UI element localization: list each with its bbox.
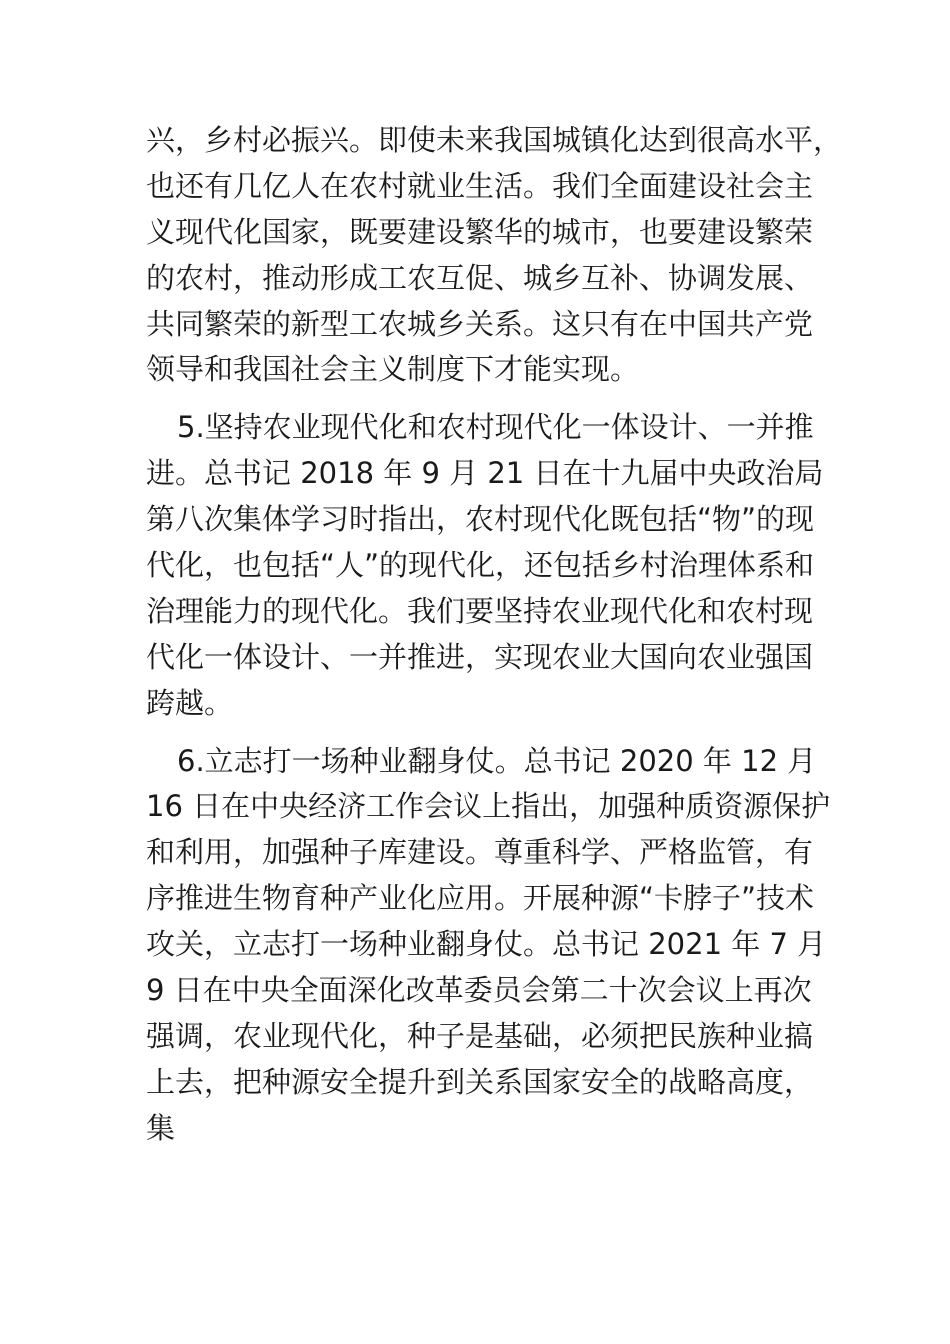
paragraph-3 — [146, 739, 831, 1152]
text-line: 序推进生物育种产业化应用。开展种源“卡脖子”技术 — [146, 881, 815, 916]
text-line: 6.立志打一场种业翻身仗。总书记 2020 年 12 月 — [177, 743, 817, 778]
text-line: 5.坚持农业现代化和农村现代化一体设计、一并推 — [177, 410, 814, 445]
text-line: 兴，乡村必振兴。即使未来我国城镇化达到很高水平， — [146, 123, 843, 157]
paragraph-1 — [146, 118, 843, 393]
text-line: 进。总书记 2018 年 9 月 21 日在十九届中央政治局 — [146, 456, 824, 491]
text-line: 9 日在中央全面深化改革委员会第二十次会议上再次 — [146, 973, 812, 1008]
text-line: 和利用，加强种子库建设。尊重科学、严格监管，有 — [146, 835, 814, 870]
text-line: 治理能力的现代化。我们要坚持农业现代化和农村现 — [146, 593, 814, 628]
text-line: 第八次集体学习时指出，农村现代化既包括“物”的现 — [146, 502, 815, 537]
document-body — [146, 118, 843, 1152]
text-line: 强调，农业现代化，种子是基础，必须把民族种业搞 — [146, 1018, 814, 1053]
text-line: 代化，也包括“人”的现代化，还包括乡村治理体系和 — [146, 548, 815, 583]
text-line: 共同繁荣的新型工农城乡关系。这只有在中国共产党 — [146, 306, 814, 341]
text-line: 代化一体设计、一并推进，实现农业大国向农业强国 — [146, 639, 814, 674]
text-line: 攻关，立志打一场种业翻身仗。总书记 2021 年 7 月 — [146, 927, 827, 962]
text-line: 的农村，推动形成工农互促、城乡互补、协调发展、 — [146, 260, 814, 295]
text-line: 义现代化国家，既要建设繁华的城市，也要建设繁荣 — [146, 214, 814, 249]
text-line: 上去，把种源安全提升到关系国家安全的战略高度， — [146, 1064, 814, 1099]
text-line: 16 日在中央经济工作会议上指出，加强种质资源保护 — [146, 789, 831, 824]
text-line: 跨越。 — [146, 685, 234, 720]
text-line: 集 — [146, 1110, 176, 1145]
paragraph-2 — [146, 405, 824, 726]
text-line: 也还有几亿人在农村就业生活。我们全面建设社会主 — [146, 168, 814, 203]
text-line: 领导和我国社会主义制度下才能实现。 — [146, 352, 640, 387]
